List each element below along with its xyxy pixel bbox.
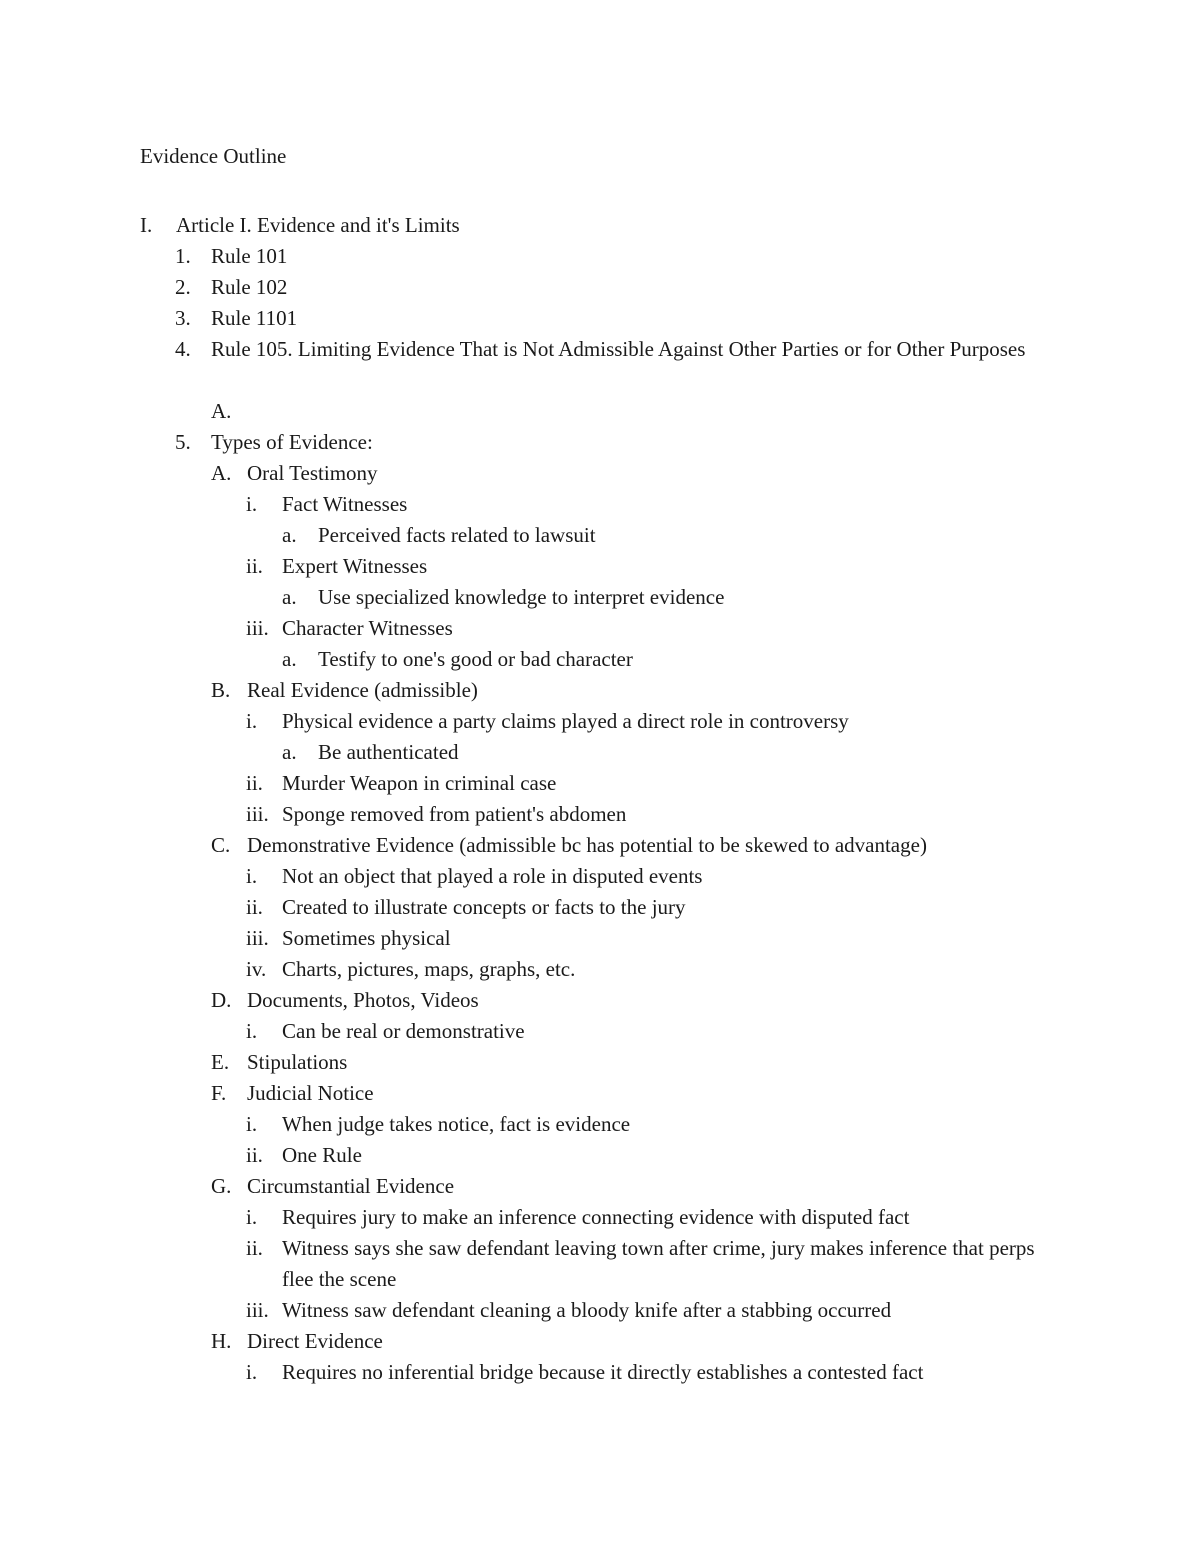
outline-text: Murder Weapon in criminal case — [282, 771, 557, 795]
outline-text: Be authenticated — [318, 740, 459, 764]
outline-text: Character Witnesses — [282, 616, 453, 640]
outline-marker: i. — [246, 1019, 258, 1043]
outline-item — [0, 1295, 1200, 1326]
outline-item — [0, 334, 1200, 396]
outline-marker: G. — [211, 1174, 232, 1198]
outline-list — [0, 210, 1200, 1388]
outline-marker: A. — [211, 461, 232, 485]
outline-marker: i. — [246, 1205, 258, 1229]
outline-marker: ii. — [246, 895, 263, 919]
outline-text: When judge takes notice, fact is evidence — [282, 1112, 631, 1136]
outline-text: Perceived facts related to lawsuit — [318, 523, 596, 547]
outline-item — [0, 644, 1200, 675]
outline-text: Testify to one's good or bad character — [318, 647, 633, 671]
outline-item — [0, 1357, 1200, 1388]
outline-item — [0, 427, 1200, 458]
outline-text: Judicial Notice — [247, 1081, 374, 1105]
outline-marker: 2. — [175, 275, 191, 299]
outline-marker: iii. — [246, 802, 269, 826]
outline-text: Can be real or demonstrative — [282, 1019, 525, 1043]
outline-marker: 3. — [175, 306, 191, 330]
outline-text: Oral Testimony — [247, 461, 378, 485]
outline-marker: a. — [282, 585, 297, 609]
outline-text: Types of Evidence: — [211, 430, 373, 454]
outline-item — [0, 985, 1200, 1016]
outline-item — [0, 1233, 1200, 1295]
outline-item — [0, 1171, 1200, 1202]
outline-item — [0, 1202, 1200, 1233]
outline-item — [0, 210, 1200, 241]
outline-item — [0, 923, 1200, 954]
outline-text: Not an object that played a role in disputed events — [282, 864, 703, 888]
outline-item — [0, 582, 1200, 613]
outline-item — [0, 1078, 1200, 1109]
document-title: Evidence Outline — [140, 144, 287, 168]
outline-item — [0, 272, 1200, 303]
outline-item — [0, 396, 1200, 427]
outline-text: Article I. Evidence and it's Limits — [176, 213, 460, 237]
outline-marker: 1. — [175, 244, 191, 268]
outline-item — [0, 768, 1200, 799]
outline-item — [0, 241, 1200, 272]
outline-item — [0, 489, 1200, 520]
outline-item — [0, 613, 1200, 644]
outline-item — [0, 458, 1200, 489]
outline-marker: D. — [211, 988, 232, 1012]
outline-item — [0, 303, 1200, 334]
outline-text: Documents, Photos, Videos — [247, 988, 479, 1012]
outline-marker: F. — [211, 1081, 227, 1105]
outline-marker: ii. — [246, 554, 263, 578]
outline-text: Rule 101 — [211, 244, 288, 268]
outline-text: Requires jury to make an inference connecting evidence with disputed fact — [282, 1205, 910, 1229]
outline-text: One Rule — [282, 1143, 362, 1167]
outline-marker: i. — [246, 1360, 258, 1384]
outline-item — [0, 1016, 1200, 1047]
outline-text: Charts, pictures, maps, graphs, etc. — [282, 957, 576, 981]
outline-item — [0, 861, 1200, 892]
outline-text: Rule 1101 — [211, 306, 298, 330]
outline-marker: i. — [246, 709, 258, 733]
outline-item — [0, 675, 1200, 706]
outline-item — [0, 1326, 1200, 1357]
outline-marker: i. — [246, 492, 258, 516]
outline-text: Rule 105. Limiting Evidence That is Not Admissible Against Other Parties or for Other Purposes — [211, 337, 1026, 361]
outline-marker: A. — [211, 399, 232, 423]
outline-item — [0, 799, 1200, 830]
outline-marker: ii. — [246, 771, 263, 795]
outline-text: Witness saw defendant cleaning a bloody knife after a stabbing occurred — [282, 1298, 892, 1322]
outline-marker: 4. — [175, 337, 191, 361]
outline-marker: H. — [211, 1329, 232, 1353]
outline-marker: iii. — [246, 616, 269, 640]
outline-marker: ii. — [246, 1143, 263, 1167]
outline-text: Fact Witnesses — [282, 492, 408, 516]
outline-item — [0, 830, 1200, 861]
outline-item — [0, 1140, 1200, 1171]
outline-marker: i. — [246, 864, 258, 888]
outline-marker: C. — [211, 833, 231, 857]
outline-marker: a. — [282, 523, 297, 547]
outline-marker: i. — [246, 1112, 258, 1136]
outline-marker: I. — [140, 213, 153, 237]
outline-text: Circumstantial Evidence — [247, 1174, 455, 1198]
outline-marker: a. — [282, 647, 297, 671]
outline-item — [0, 1047, 1200, 1078]
outline-item — [0, 551, 1200, 582]
outline-text: Physical evidence a party claims played a direct role in controversy — [282, 709, 849, 733]
outline-text: Rule 102 — [211, 275, 288, 299]
outline-marker: iii. — [246, 1298, 269, 1322]
outline-marker: B. — [211, 678, 231, 702]
outline-marker: E. — [211, 1050, 230, 1074]
outline-text: Real Evidence (admissible) — [247, 678, 478, 702]
outline-text: Requires no inferential bridge because it directly establishes a contested fact — [282, 1360, 924, 1384]
outline-marker: a. — [282, 740, 297, 764]
outline-text: Created to illustrate concepts or facts to the jury — [282, 895, 686, 919]
outline-marker: iv. — [246, 957, 267, 981]
outline-text: Sponge removed from patient's abdomen — [282, 802, 627, 826]
outline-marker: ii. — [246, 1236, 263, 1260]
outline-marker: iii. — [246, 926, 269, 950]
outline-item — [0, 520, 1200, 551]
outline-item — [0, 1109, 1200, 1140]
outline-item — [0, 892, 1200, 923]
outline-text: Direct Evidence — [247, 1329, 383, 1353]
outline-text: Demonstrative Evidence (admissible bc has potential to be skewed to advantage) — [247, 833, 927, 857]
outline-text: Use specialized knowledge to interpret evidence — [318, 585, 725, 609]
outline-marker: 5. — [175, 430, 191, 454]
outline-text: Sometimes physical — [282, 926, 451, 950]
outline-text: Witness says she saw defendant leaving town after crime, jury makes inference that perps flee the scene — [282, 1236, 1035, 1291]
outline-item — [0, 954, 1200, 985]
outline-text: Stipulations — [247, 1050, 348, 1074]
outline-item — [0, 706, 1200, 737]
outline-text: Expert Witnesses — [282, 554, 428, 578]
outline-item — [0, 737, 1200, 768]
